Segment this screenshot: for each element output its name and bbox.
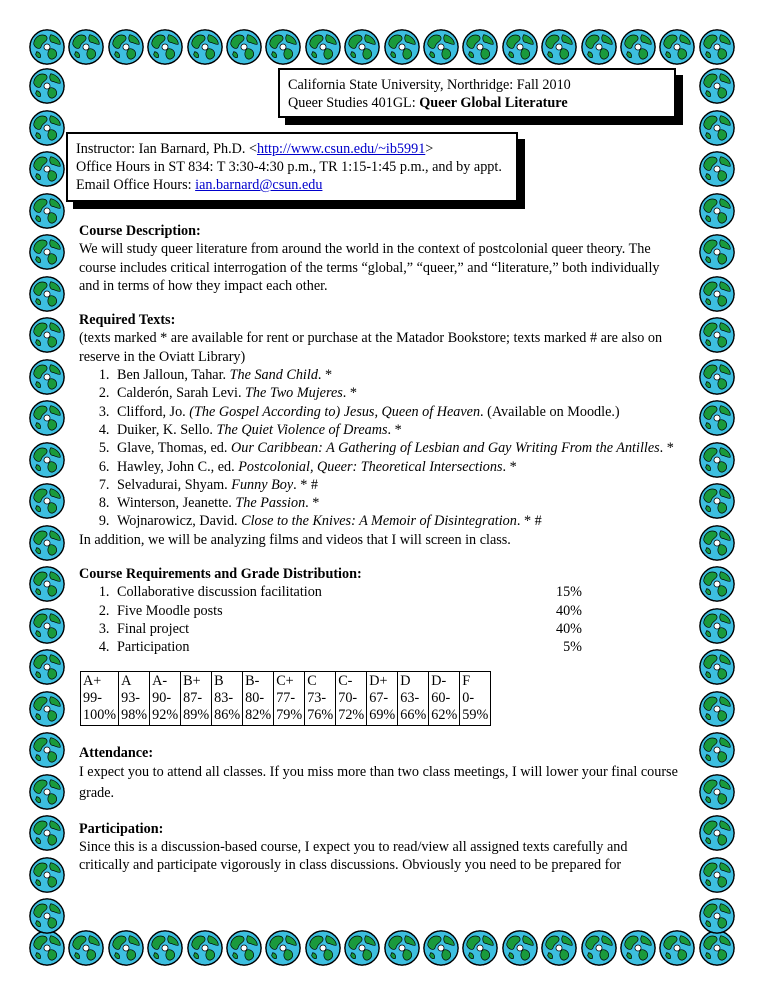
globe-icon xyxy=(28,109,66,147)
globe-icon xyxy=(461,28,499,66)
globe-icon xyxy=(28,897,66,935)
text-title: Postcolonial, Queer: Theoretical Intersections xyxy=(238,458,503,475)
grade-low: 67- xyxy=(369,689,389,706)
text-suffix: . * xyxy=(659,440,674,457)
requirement-percent: 5% xyxy=(563,639,582,656)
grade-low: 90- xyxy=(152,689,172,706)
grade-scale-table xyxy=(80,671,491,726)
globe-icon xyxy=(28,399,66,437)
grade-grade: D+ xyxy=(369,672,388,689)
instructor-email-link[interactable]: ian.barnard@csun.edu xyxy=(195,177,323,193)
globe-icon xyxy=(698,192,736,230)
requirement-label: 4. Participation xyxy=(117,639,190,656)
globe-icon xyxy=(28,441,66,479)
globe-icon xyxy=(698,690,736,728)
required-text-item xyxy=(113,458,679,476)
globe-icon xyxy=(343,929,381,967)
grade-low: 73- xyxy=(307,689,327,706)
grade-grade: B xyxy=(214,672,224,689)
requirement-item xyxy=(113,602,679,620)
requirement-item xyxy=(113,638,679,656)
globe-icon xyxy=(225,28,263,66)
globe-icon xyxy=(146,28,184,66)
university-term: California State University, Northridge: Fall 2010 xyxy=(288,77,571,93)
requirement-percent: 40% xyxy=(555,602,582,619)
email-office-hours: Email Office Hours: ian.barnard@csun.edu xyxy=(76,177,323,193)
globe-icon xyxy=(501,28,539,66)
globe-icon xyxy=(107,929,145,967)
globe-icon xyxy=(28,690,66,728)
grade-high: 72% xyxy=(338,706,365,723)
text-title: Funny Boy xyxy=(231,476,294,493)
globe-icon xyxy=(28,607,66,645)
required-text-item xyxy=(113,421,679,439)
text-suffix: . * xyxy=(317,367,333,384)
instructor-website-link[interactable]: http://www.csun.edu/~ib5991 xyxy=(256,141,426,157)
grade-low: 77- xyxy=(276,689,296,706)
grade-grade: C xyxy=(307,672,317,689)
globe-icon xyxy=(28,233,66,271)
text-title: (The Gospel According to) Jesus, Queen of Heaven xyxy=(189,403,481,420)
globe-icon xyxy=(698,524,736,562)
course-title-box xyxy=(278,68,676,118)
globe-icon xyxy=(698,399,736,437)
grade-grade: B- xyxy=(245,672,260,689)
grade-low: 93- xyxy=(121,689,141,706)
grade-scale-row xyxy=(81,671,491,725)
grade-high: 76% xyxy=(307,706,334,723)
grade-high: 79% xyxy=(276,706,303,723)
text-suffix: . * # xyxy=(516,513,542,530)
text-suffix: . * xyxy=(387,421,402,438)
globe-icon xyxy=(698,358,736,396)
grade-low: 63- xyxy=(400,689,420,706)
globe-icon xyxy=(698,233,736,271)
globe-icon xyxy=(698,67,736,105)
grade-grade: B+ xyxy=(183,672,201,689)
globe-icon xyxy=(28,814,66,852)
globe-icon xyxy=(698,109,736,147)
attendance-text: I expect you to attend all classes. If you miss more than two class meetings, I will lower your final course grade. xyxy=(79,763,678,801)
participation-section xyxy=(79,820,679,875)
text-suffix: . * xyxy=(502,458,517,475)
grade-cell xyxy=(212,671,243,725)
text-author: Ben Jalloun, Tahar. xyxy=(117,367,230,384)
grade-cell xyxy=(429,671,460,725)
globe-icon xyxy=(28,358,66,396)
grade-low: 60- xyxy=(431,689,451,706)
grade-low: 70- xyxy=(338,689,358,706)
globe-icon xyxy=(28,316,66,354)
globe-icon xyxy=(461,929,499,967)
globe-icon xyxy=(698,565,736,603)
attendance-section xyxy=(79,744,679,804)
text-author: Hawley, John C., ed. xyxy=(117,458,239,475)
globe-icon xyxy=(146,929,184,967)
globe-icon xyxy=(658,929,696,967)
globe-icon xyxy=(28,192,66,230)
section-heading: Course Requirements and Grade Distribution: xyxy=(79,566,362,583)
globe-icon xyxy=(698,856,736,894)
globe-icon xyxy=(698,482,736,520)
grade-high: 86% xyxy=(214,706,241,723)
texts-note: (texts marked * are available for rent or purchase at the Matador Bookstore; texts marked # are also on reserve in the Oviatt Library) xyxy=(79,330,663,365)
required-text-item xyxy=(113,384,679,402)
globe-icon xyxy=(28,150,66,188)
requirements-section xyxy=(79,565,679,656)
globe-icon xyxy=(264,929,302,967)
grade-grade: C+ xyxy=(276,672,294,689)
grade-low: 83- xyxy=(214,689,234,706)
course-name: Queer Studies 401GL: Queer Global Literature xyxy=(288,95,568,111)
globe-icon xyxy=(698,897,736,935)
requirement-item xyxy=(113,583,679,601)
globe-icon xyxy=(28,731,66,769)
globe-icon xyxy=(698,441,736,479)
globe-icon xyxy=(28,565,66,603)
globe-icon xyxy=(698,773,736,811)
globe-icon xyxy=(619,929,657,967)
globe-icon xyxy=(698,607,736,645)
globe-icon xyxy=(28,28,66,66)
grade-grade: A- xyxy=(152,672,168,689)
section-heading: Required Texts: xyxy=(79,312,176,329)
requirements-list xyxy=(79,583,679,656)
grade-low: 80- xyxy=(245,689,265,706)
required-texts-section xyxy=(79,311,679,549)
globe-icon xyxy=(580,929,618,967)
grade-high: 92% xyxy=(152,706,179,723)
grade-cell xyxy=(398,671,429,725)
grade-grade: D- xyxy=(431,672,447,689)
required-text-item xyxy=(113,494,679,512)
required-texts-list xyxy=(79,366,679,531)
grade-high: 69% xyxy=(369,706,396,723)
text-author: Glave, Thomas, ed. xyxy=(117,440,231,457)
globe-icon xyxy=(225,929,263,967)
grade-cell xyxy=(274,671,305,725)
globe-icon xyxy=(422,28,460,66)
required-text-item xyxy=(113,439,679,457)
text-title: The Two Mujeres xyxy=(245,385,343,402)
globe-icon xyxy=(304,929,342,967)
globe-icon xyxy=(28,773,66,811)
globe-icon xyxy=(67,929,105,967)
text-author: Clifford, Jo. xyxy=(117,403,190,420)
grade-grade: A xyxy=(121,672,132,689)
globe-icon xyxy=(698,731,736,769)
films-note: In addition, we will be analyzing films and videos that I will screen in class. xyxy=(79,531,511,548)
course-description-text: We will study queer literature from around the world in the context of postcolonial queer theory. The course includes critical interrogation of the terms “global,” “queer,” and “literature,” both individually and in terms of how they impact each other. xyxy=(79,241,660,294)
requirement-label: 2. Five Moodle posts xyxy=(117,602,223,619)
globe-icon xyxy=(698,28,736,66)
globe-icon xyxy=(28,648,66,686)
globe-icon xyxy=(107,28,145,66)
grade-cell xyxy=(119,671,150,725)
globe-icon xyxy=(698,316,736,354)
grade-cell xyxy=(305,671,336,725)
required-text-item xyxy=(113,512,679,530)
requirement-percent: 15% xyxy=(555,584,582,601)
grade-high: 82% xyxy=(245,706,272,723)
office-hours: Office Hours in ST 834: T 3:30-4:30 p.m., TR 1:15-1:45 p.m., and by appt. xyxy=(76,159,502,175)
grade-cell xyxy=(336,671,367,725)
text-title: Close to the Knives: A Memoir of Disintegration xyxy=(241,513,517,530)
globe-icon xyxy=(698,814,736,852)
requirement-percent: 40% xyxy=(555,620,582,637)
globe-icon xyxy=(698,275,736,313)
required-text-item xyxy=(113,366,679,384)
text-author: Calderón, Sarah Levi. xyxy=(117,385,246,402)
grade-cell xyxy=(150,671,181,725)
syllabus-content xyxy=(79,222,679,891)
globe-icon xyxy=(186,28,224,66)
text-title: The Quiet Violence of Dreams xyxy=(216,421,388,438)
grade-cell xyxy=(181,671,212,725)
globe-icon xyxy=(264,28,302,66)
text-title: The Sand Child xyxy=(229,367,318,384)
globe-icon xyxy=(186,929,224,967)
globe-icon xyxy=(28,482,66,520)
grade-low: 87- xyxy=(183,689,203,706)
globe-icon xyxy=(619,28,657,66)
text-author: Winterson, Jeanette. xyxy=(117,495,236,512)
grade-high: 98% xyxy=(121,706,148,723)
text-suffix: . * # xyxy=(293,476,318,493)
text-suffix: . * xyxy=(305,495,320,512)
text-author: Duiker, K. Sello. xyxy=(117,421,217,438)
required-text-item xyxy=(113,476,679,494)
globe-icon xyxy=(540,28,578,66)
section-heading: Participation: xyxy=(79,820,164,837)
globe-icon xyxy=(383,28,421,66)
text-title: The Passion xyxy=(235,495,306,512)
globe-icon xyxy=(580,28,618,66)
globe-icon xyxy=(658,28,696,66)
grade-grade: A+ xyxy=(83,672,102,689)
text-author: Selvadurai, Shyam. xyxy=(117,476,232,493)
text-suffix: . * xyxy=(342,385,357,402)
grade-cell xyxy=(81,671,119,725)
grade-high: 89% xyxy=(183,706,210,723)
globe-icon xyxy=(304,28,342,66)
grade-low: 99- xyxy=(83,689,102,706)
globe-icon xyxy=(383,929,421,967)
grade-low: 0- xyxy=(462,689,475,706)
grade-high: 66% xyxy=(400,706,427,723)
section-heading: Attendance: xyxy=(79,744,154,761)
globe-icon xyxy=(67,28,105,66)
globe-icon xyxy=(28,856,66,894)
globe-icon xyxy=(501,929,539,967)
section-heading: Course Description: xyxy=(79,223,201,239)
grade-high: 100% xyxy=(83,706,117,723)
text-author: Wojnarowicz, David. xyxy=(117,513,242,530)
grade-high: 62% xyxy=(431,706,458,723)
requirement-label: 1. Collaborative discussion facilitation xyxy=(117,584,322,601)
globe-icon xyxy=(540,929,578,967)
globe-icon xyxy=(698,648,736,686)
globe-icon xyxy=(422,929,460,967)
globe-icon xyxy=(343,28,381,66)
requirement-label: 3. Final project xyxy=(117,620,190,637)
grade-high: 59% xyxy=(462,706,489,723)
instructor-name: Instructor: Ian Barnard, Ph.D. <http://www.csun.edu/~ib5991> xyxy=(76,141,434,157)
text-suffix: . (Available on Moodle.) xyxy=(480,403,620,420)
grade-cell xyxy=(243,671,274,725)
grade-grade: D xyxy=(400,672,411,689)
grade-cell xyxy=(367,671,398,725)
grade-cell xyxy=(460,671,491,725)
globe-icon xyxy=(698,150,736,188)
course-description-section xyxy=(79,222,679,295)
instructor-info-box xyxy=(66,132,518,202)
globe-icon xyxy=(28,524,66,562)
requirement-item xyxy=(113,620,679,638)
grade-grade: C- xyxy=(338,672,353,689)
globe-icon xyxy=(28,275,66,313)
text-title: Our Caribbean: A Gathering of Lesbian and Gay Writing From the Antilles xyxy=(231,440,660,457)
grade-grade: F xyxy=(462,672,471,689)
globe-icon xyxy=(28,67,66,105)
participation-text: Since this is a discussion-based course, I expect you to read/view all assigned texts carefully and critically and participate vigorously in class discussions. Obviously you need to be prepared for xyxy=(79,839,628,874)
required-text-item xyxy=(113,403,679,421)
